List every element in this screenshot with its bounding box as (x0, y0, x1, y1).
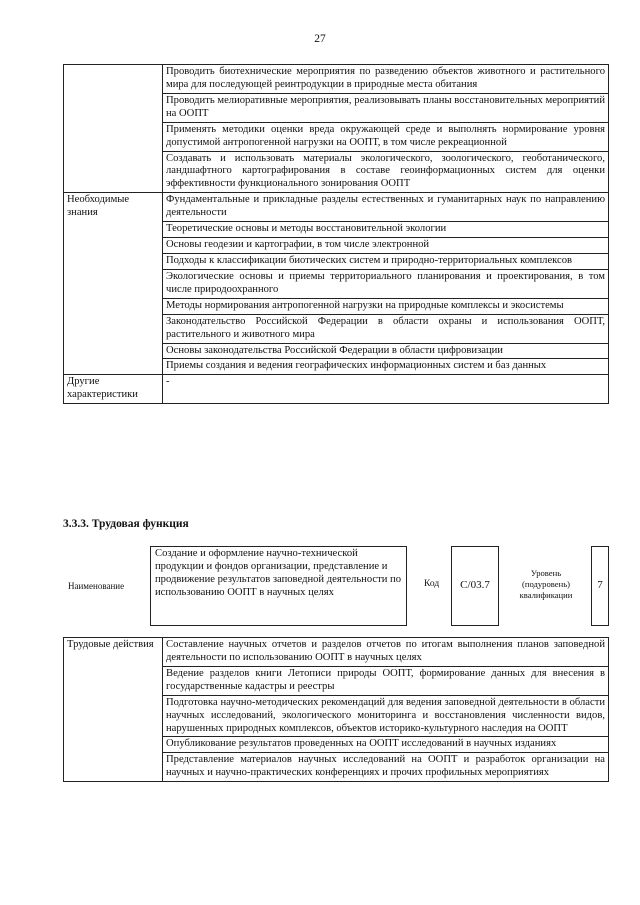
table-cell: Законодательство Российской Федерации в области охраны и использования ООПТ, растительного и животного мира (163, 314, 609, 343)
table-cell: Методы нормирования антропогенной нагрузки на природные комплексы и экосистемы (163, 298, 609, 314)
qualification-level-label: Уровень (подуровень) квалификации (519, 568, 573, 601)
table-cell: Подходы к классификации биотических систем и природно-территориальных комплексов (163, 253, 609, 269)
table-cell: - (163, 375, 609, 404)
table-cell: Подготовка научно-методических рекомендаций для ведения заповедной деятельности в области научных исследований, экологического мониторинга и восстановления численности видов, нарушенных природных комплексов, объектов историко-культурного наследия на ООПТ (163, 695, 609, 737)
table-cell: Применять методики оценки вреда окружающей среде и выполнять нормирование уровня допустимой антропогенной нагрузки на ООПТ, в том числе рекреационной (163, 122, 609, 151)
table-cell: Фундаментальные и прикладные разделы естественных и гуманитарных наук по направлению деятельности (163, 193, 609, 222)
name-value: Создание и оформление научно-технической продукции и фондов организации, представление и продвижение результатов заповедной деятельности по использованию ООПТ в научных целях (150, 546, 407, 626)
row-label-other: Другие характеристики (64, 375, 163, 404)
table-cell: Ведение разделов книги Летописи природы ООПТ, формирование данных для внесения в государственные кадастры и реестры (163, 666, 609, 695)
table-row (64, 375, 609, 404)
table-cell: Приемы создания и ведения географических информационных систем и баз данных (163, 359, 609, 375)
table-cell: Экологические основы и приемы территориального планирования и проектирования, в том числе природоохранного (163, 269, 609, 298)
row-label-knowledge: Необходимые знания (64, 193, 163, 375)
row-label (64, 65, 163, 193)
table-cell: Проводить мелиоративные мероприятия, реализовывать планы восстановительных мероприятий на ООПТ (163, 93, 609, 122)
table-row (64, 65, 609, 94)
section-heading: 3.3.3. Трудовая функция (63, 518, 189, 530)
table-row (64, 193, 609, 222)
table-cell: Опубликование результатов проведенных на ООПТ исследований в научных изданиях (163, 737, 609, 753)
table-cell: Создавать и использовать материалы экологического, зоологического, геоботанического, ландшафтного картографирования в составе геоинформационных систем для оценки эффективности функционального зонирования ООПТ (163, 151, 609, 193)
table-cell: Проводить биотехнические мероприятия по разведению объектов животного и растительного мира для последующей реинтродукции в природные места обитания (163, 65, 609, 94)
table-row (64, 638, 609, 667)
qualification-level-value: 7 (591, 546, 609, 626)
name-label: Наименование (68, 581, 125, 591)
page-number: 27 (314, 33, 326, 45)
code-label: Код (424, 579, 440, 589)
labor-actions-table (63, 637, 609, 782)
requirements-table (63, 64, 609, 404)
row-label-actions: Трудовые действия (64, 638, 163, 782)
table-cell: Основы законодательства Российской Федерации в области цифровизации (163, 343, 609, 359)
table-cell: Основы геодезии и картографии, в том числе электронной (163, 238, 609, 254)
table-cell: Теоретические основы и методы восстановительной экологии (163, 222, 609, 238)
code-value: С/03.7 (451, 546, 499, 626)
table-cell: Составление научных отчетов и разделов отчетов по итогам выполнения планов заповедной деятельности по использованию ООПТ в научных целях (163, 638, 609, 667)
table-cell: Представление материалов научных исследований на ООПТ и разработок организации на научных и научно-практических конференциях и прочих профильных мероприятиях (163, 753, 609, 782)
